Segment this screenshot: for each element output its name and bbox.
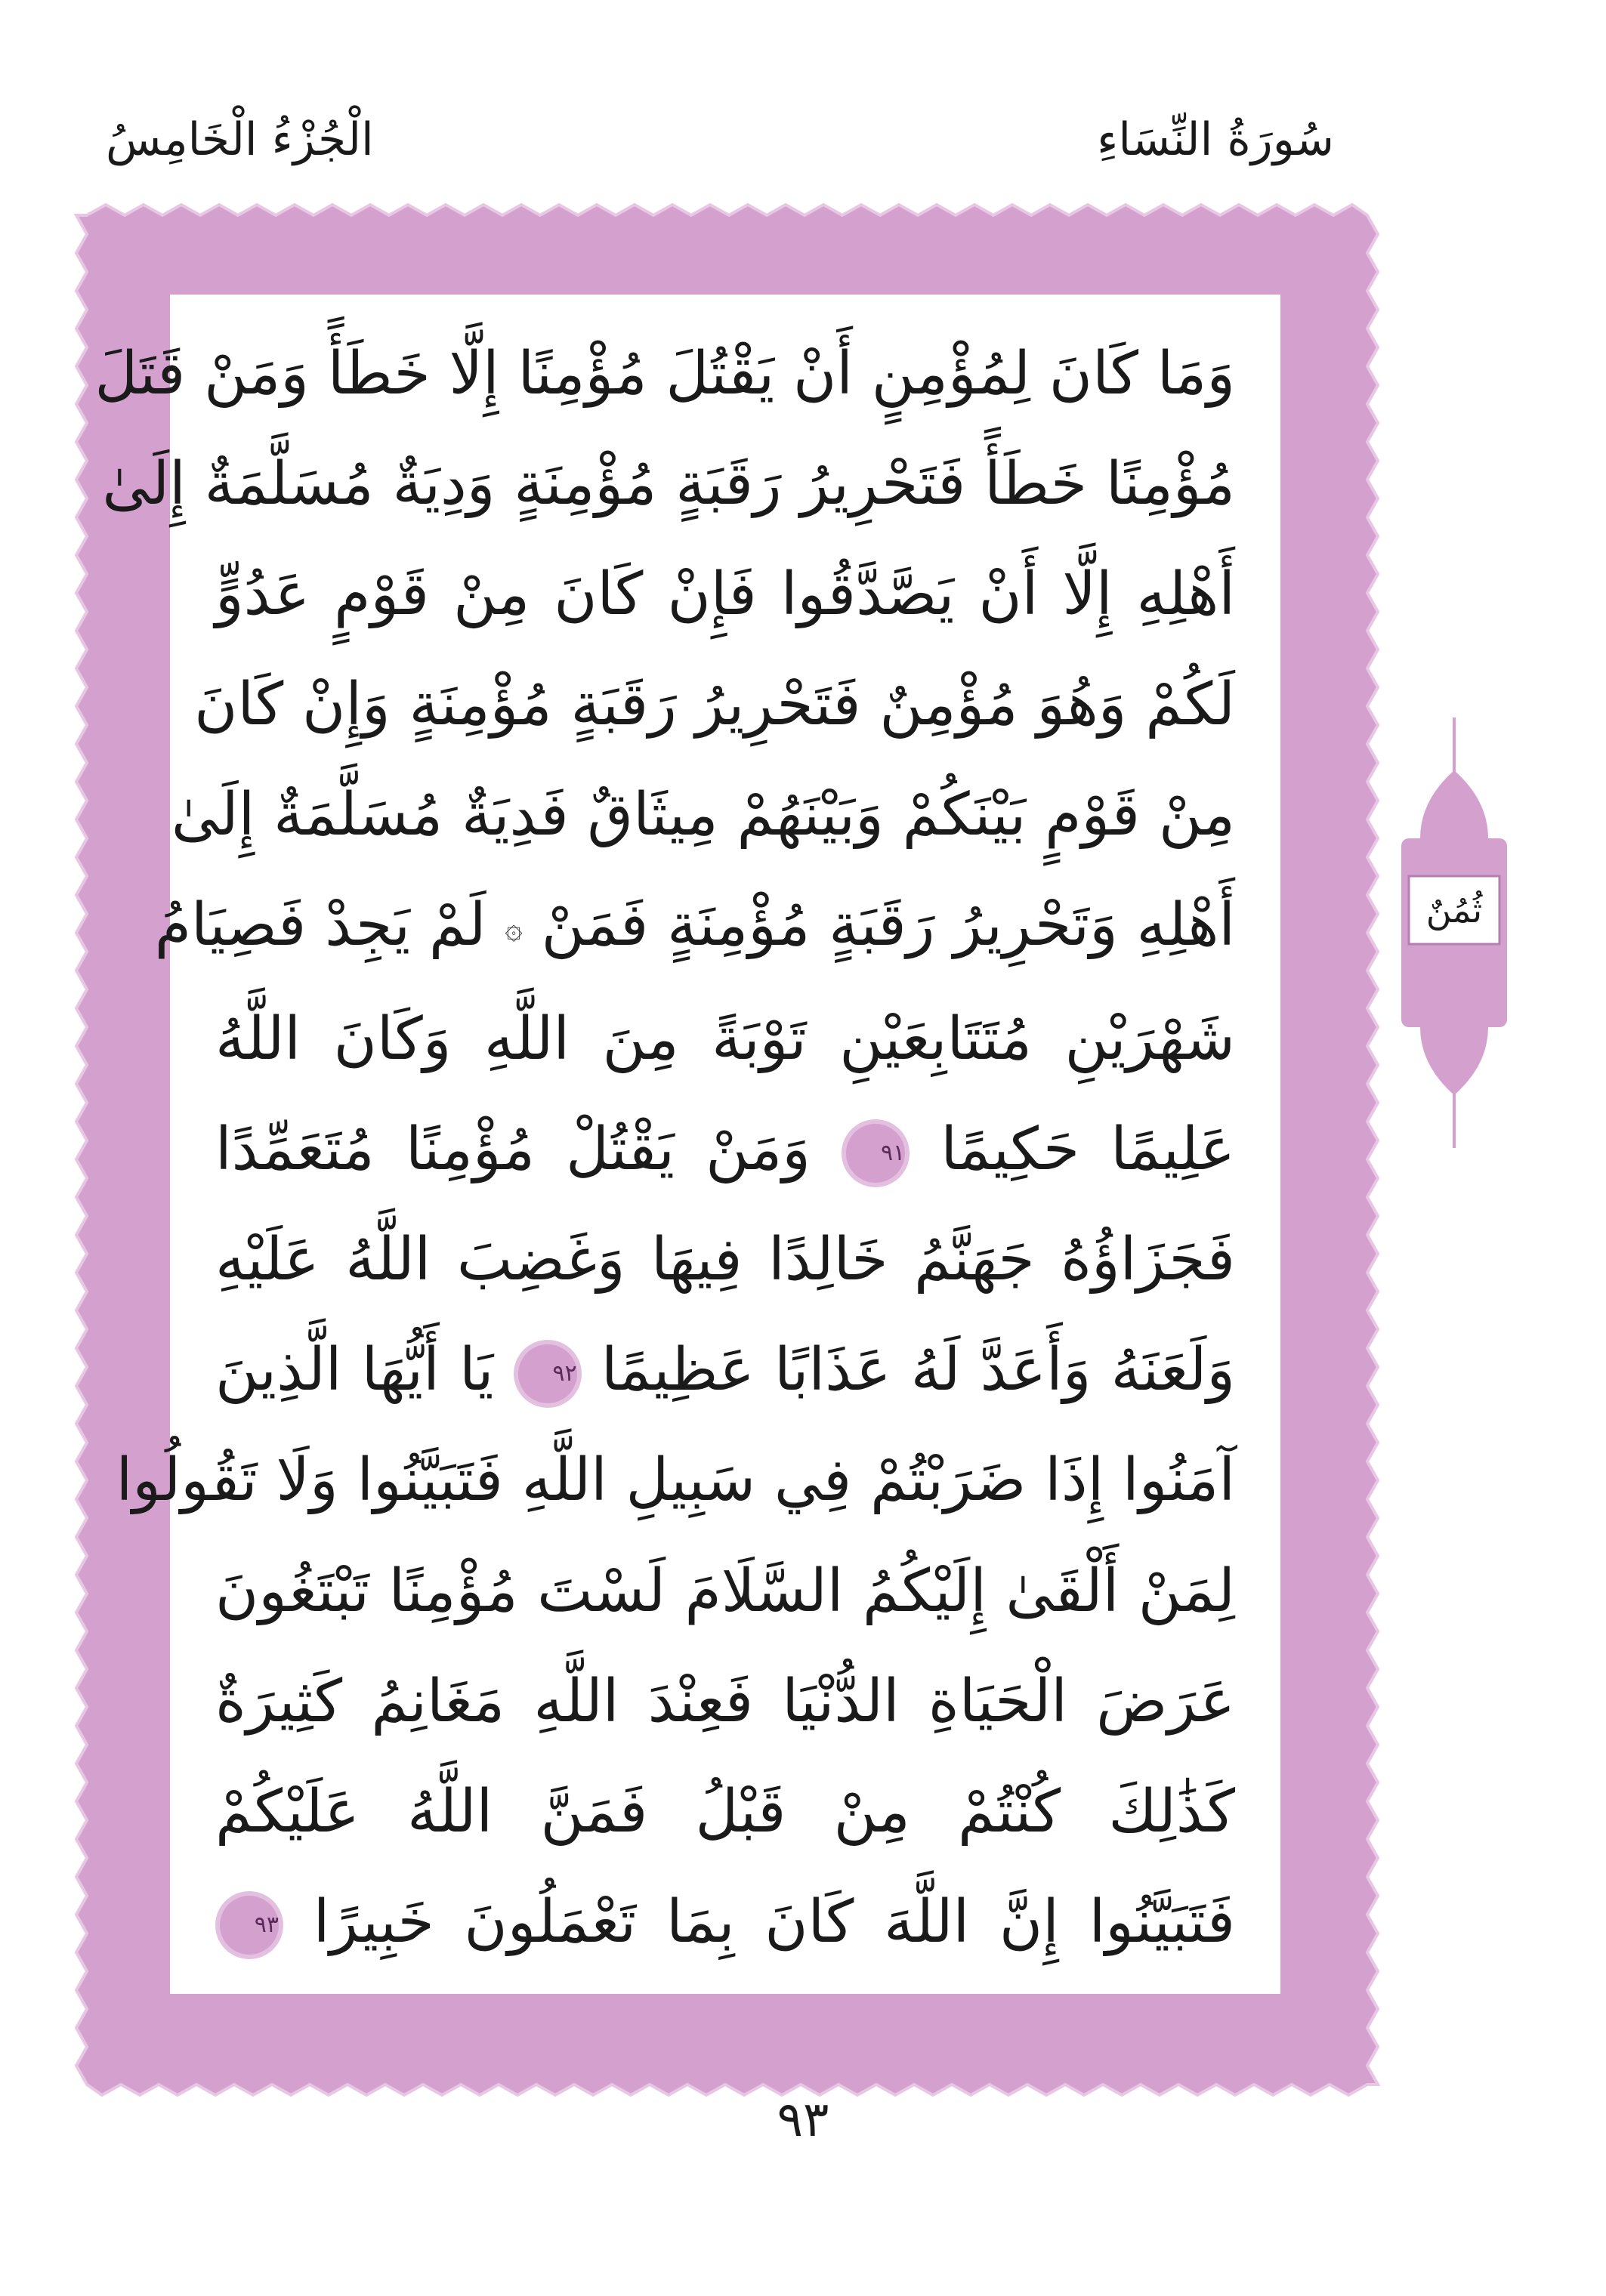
verse-line bbox=[215, 1873, 1235, 1971]
verse-line bbox=[215, 1542, 1235, 1640]
verse-text: فَتَبَيَّنُوا إِنَّ اللَّهَ كَانَ بِمَا تَعْمَلُونَ خَبِيرًا bbox=[313, 1887, 1235, 1956]
text-panel bbox=[94, 295, 1280, 1994]
verse-text: وَمَا كَانَ لِمُؤْمِنٍ أَنْ يَقْتُلَ مُؤْمِنًا إِلَّا خَطَأً وَمَنْ قَتَلَ bbox=[94, 340, 1235, 408]
verse-line bbox=[215, 1653, 1235, 1751]
verse-text-continued: وَمَنْ يَقْتُلْ مُؤْمِنًا مُتَعَمِّدًا bbox=[215, 1116, 811, 1184]
verse-line bbox=[215, 1100, 1235, 1199]
verse-text: أَهْلِهِ إِلَّا أَنْ يَصَّدَّقُوا فَإِنْ كَانَ مِنْ قَوْمٍ عَدُوٍّ bbox=[215, 560, 1235, 629]
thumun-label: ثُمُنٌ bbox=[1425, 890, 1483, 930]
verse-line bbox=[215, 990, 1235, 1088]
verse-line bbox=[171, 766, 1235, 864]
verse-text: عَلِيمًا حَكِيمًا bbox=[940, 1116, 1235, 1184]
verse-line bbox=[94, 325, 1235, 423]
verse-lines bbox=[94, 325, 1236, 1971]
verse-text: مِنْ قَوْمٍ بَيْنَكُمْ وَبَيْنَهُمْ مِيثَاقٌ فَدِيَةٌ مُسَلَّمَةٌ إِلَىٰ bbox=[171, 781, 1235, 850]
verse-line bbox=[215, 1763, 1235, 1861]
verse-text: مُؤْمِنًا خَطَأً فَتَحْرِيرُ رَقَبَةٍ مُؤْمِنَةٍ وَدِيَةٌ مُسَلَّمَةٌ إِلَىٰ bbox=[102, 450, 1235, 519]
verse-text: أَهْلِهِ وَتَحْرِيرُ رَقَبَةٍ مُؤْمِنَةٍ فَمَنْ ۞ لَمْ يَجِدْ فَصِيَامُ bbox=[154, 891, 1235, 960]
verse-text: لِمَنْ أَلْقَىٰ إِلَيْكُمُ السَّلَامَ لَسْتَ مُؤْمِنًا تَبْتَغُونَ bbox=[215, 1557, 1235, 1625]
verse-text: لَكُمْ وَهُوَ مُؤْمِنٌ فَتَحْرِيرُ رَقَبَةٍ مُؤْمِنَةٍ وَإِنْ كَانَ bbox=[194, 671, 1235, 739]
verse-line bbox=[215, 1211, 1235, 1309]
verse-text: وَلَعَنَهُ وَأَعَدَّ لَهُ عَذَابًا عَظِيمًا bbox=[601, 1336, 1236, 1405]
verse-line bbox=[116, 1431, 1235, 1529]
ayah-number-marker: ٩٣ bbox=[220, 1896, 279, 1955]
juz-title: الْجُزْءُ الْخَامِسُ bbox=[106, 113, 374, 166]
verse-text: شَهْرَيْنِ مُتَتَابِعَيْنِ تَوْبَةً مِنَ اللَّهِ وَكَانَ اللَّهُ bbox=[215, 1005, 1235, 1074]
ornament-bottom-dome bbox=[1420, 1027, 1488, 1095]
verse-text: كَذَٰلِكَ كُنْتُمْ مِنْ قَبْلُ فَمَنَّ اللَّهُ عَلَيْكُمْ bbox=[215, 1777, 1235, 1846]
verse-line bbox=[194, 656, 1235, 754]
verse-text: عَرَضَ الْحَيَاةِ الدُّنْيَا فَعِنْدَ اللَّهِ مَغَانِمُ كَثِيرَةٌ bbox=[215, 1667, 1235, 1736]
verse-text: آمَنُوا إِذَا ضَرَبْتُمْ فِي سَبِيلِ اللَّهِ فَتَبَيَّنُوا وَلَا تَقُولُوا bbox=[116, 1446, 1235, 1515]
ayah-number-marker: ٩١ bbox=[846, 1124, 905, 1183]
verse-line bbox=[102, 435, 1235, 533]
surah-title: سُورَةُ النِّسَاءِ bbox=[1097, 113, 1334, 166]
ornament-top-dome bbox=[1420, 770, 1488, 838]
verse-line bbox=[215, 1321, 1235, 1419]
verse-line bbox=[215, 545, 1235, 643]
ayah-number-marker: ٩٢ bbox=[518, 1344, 577, 1403]
verse-text-continued: يَا أَيُّهَا الَّذِينَ bbox=[215, 1336, 494, 1405]
hizb-marker-icon: ۞ bbox=[505, 911, 523, 946]
verse-line bbox=[154, 876, 1235, 978]
page-number: ٩٣ bbox=[777, 2092, 829, 2148]
verse-text: فَجَزَاؤُهُ جَهَنَّمُ خَالِدًا فِيهَا وَغَضِبَ اللَّهُ عَلَيْهِ bbox=[215, 1226, 1235, 1295]
